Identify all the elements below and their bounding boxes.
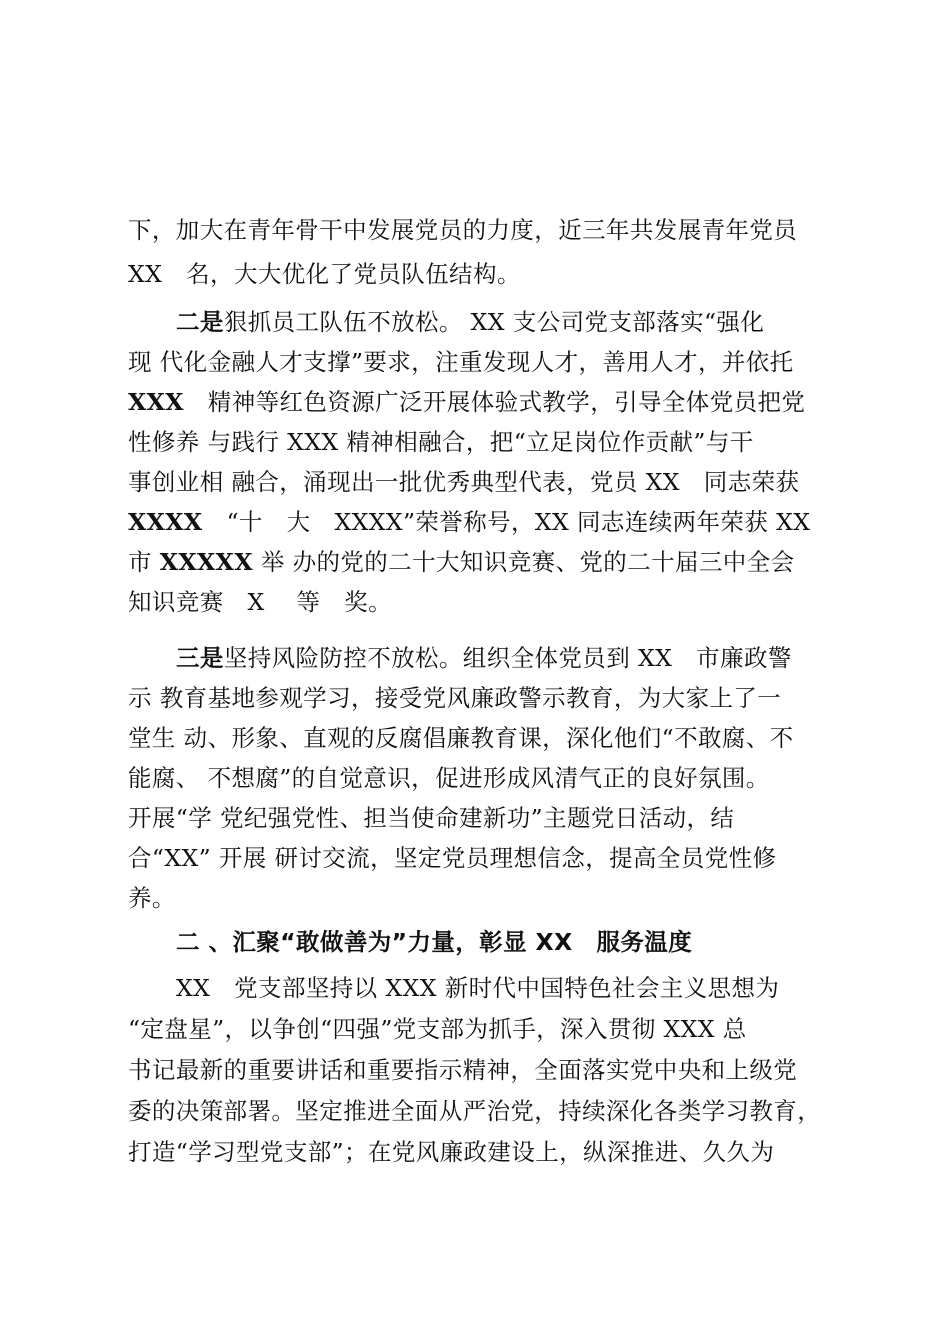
p2-line-5: 事创业相 融合，涌现出一批优秀典型代表，党员 XX 同志荣获 [128, 468, 800, 496]
p3-line-2: 示 教育基地参观学习，接受党风廉政警示教育，为大家上了一 [128, 684, 782, 712]
p1-line-1: 下，加大在青年骨干中发展党员的力度，近三年共发展青年党员 [128, 216, 798, 244]
p2-line-6-text: “十 大 XXXX”荣誉称号，XX 同志连续两年荣获 XX [202, 508, 811, 536]
p4-line-3: 书记最新的重要讲话和重要指示精神，全面落实党中央和上级党 [128, 1056, 798, 1084]
p3-line-6: 合“XX” 开展 研讨交流，坚定党员理想信念，提高全员党性修 [128, 844, 777, 872]
p3-line-3: 堂生 动、形象、直观的反腐倡廉教育课，深化他们“不敢腐、不 [128, 724, 794, 752]
p4-line-2: “定盘星”，以争创“四强”党支部为抓手，深入贯彻 XXX 总 [128, 1015, 747, 1043]
p2-line-3-bold: XXX [128, 388, 184, 416]
p2-line-1-text: 狠抓员工队伍不放松。 XX 支公司党支部落实“强化 [223, 308, 765, 336]
p2-lead: 二是 [176, 308, 224, 336]
p4-line-4: 委的决策部署。坚定推进全面从严治党，持续深化各类学习教育， [128, 1097, 822, 1125]
p2-line-7-bold: XXXXX [159, 548, 253, 576]
p3-line-1-text: 坚持风险防控不放松。组织全体党员到 XX 市廉政警 [223, 644, 792, 672]
p2-line-3 [128, 386, 805, 418]
p3-line-4: 能腐、 不想腐”的自觉意识，促进形成风清气正的良好氛围。 [128, 764, 770, 792]
p2-line-7-b: 举 办的党的二十大知识竞赛、党的二十届三中全会 [252, 548, 795, 576]
p2-line-6-bold: XXXX [128, 508, 203, 536]
section-heading: 二 、汇聚“敢做善为”力量，彰显 XX 服务温度 [176, 928, 693, 956]
p3-line-5: 开展“学 党纪强党性、担当使命建新功”主题党日活动，结 [128, 804, 735, 832]
p1-line-2: XX 名，大大优化了党员队伍结构。 [128, 260, 521, 288]
p2-line-4: 性修养 与践行 XXX 精神相融合，把“立足岗位作贡献”与干 [128, 428, 754, 456]
p2-line-6 [128, 506, 810, 538]
p3-line-7: 养。 [128, 884, 176, 912]
p2-line-8: 知识竞赛 X 等 奖。 [128, 588, 392, 616]
p3-lead: 三是 [176, 644, 224, 672]
p3-line-1 [176, 642, 792, 674]
p2-line-7 [128, 546, 795, 578]
p2-line-3-text: 精神等红色资源广泛开展体验式教学，引导全体党员把党 [183, 388, 806, 416]
p2-line-7-a: 市 [128, 548, 160, 576]
p4-line-1: XX 党支部坚持以 XXX 新时代中国特色社会主义思想为 [176, 974, 780, 1002]
p4-line-5: 打造“学习型党支部”；在党风廉政建设上，纵深推进、久久为 [128, 1138, 775, 1166]
p2-line-1 [176, 306, 764, 338]
p2-line-2: 现 代化金融人才支撑”要求，注重发现人才，善用人才，并依托 [128, 348, 794, 376]
